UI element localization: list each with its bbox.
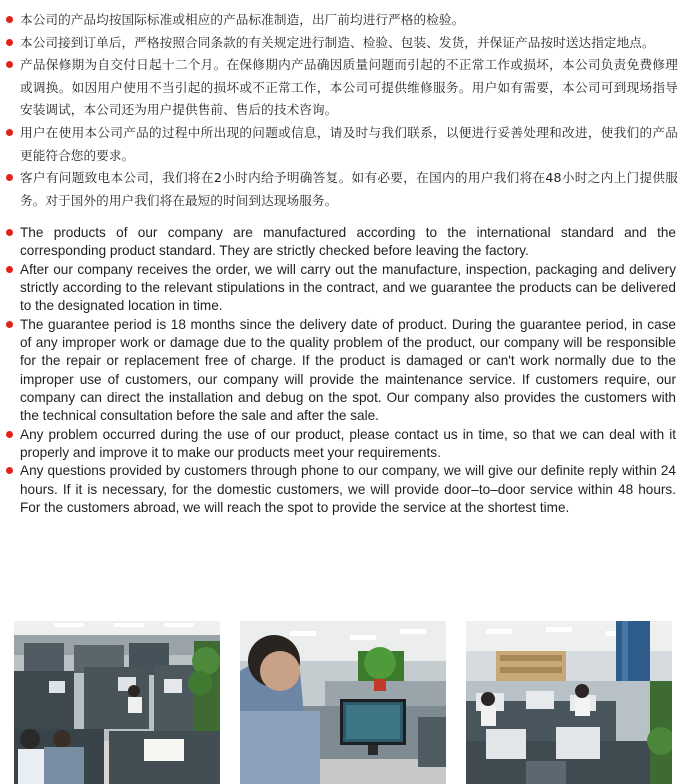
bullet-icon [6,321,13,328]
zh-paragraph-text: 产品保修期为自交付日起十二个月。在保修期内产品确因质量问题而引起的不正常工作或损坏，本公司负责免费修理或调换。如因用户使用不当引起的损坏或不正常工作，本公司可提供维修服务。用户如有需要，本公司可到现场指导安装调试，本公司还为用户提供售前、售后的技术咨询。 [20,57,678,118]
en-paragraph-text: Any problem occurred during the use of our product, please contact us in time, so that we can deal with it properly and improve it to make our products meet your requirements. [20,426,676,461]
zh-paragraph-text: 本公司的产品均按国际标准或相应的产品标准制造，出厂前均进行严格的检验。 [20,12,465,27]
office-photo-engineer [240,621,446,784]
zh-paragraph [6,54,678,122]
en-paragraph-text: The guarantee period is 18 months since the delivery date of product. During the guarantee period, in case of any improper work or damage due to the quality problem of the product, our company will be responsible for the repair or replacement free of charge. If the product is damaged or can't work normally due to the improper use of customers, our company will provide the maintenance service. If customers require, our company can direct the installation and debug on the spot. Our company also provides the customers with the technical consultation before the sale and after the sale. [20,316,676,424]
en-paragraph [6,426,676,463]
en-paragraph-text: Any questions provided by customers through phone to our company, we will give our definite reply within 24 hours. If it is necessary, for the domestic customers, we will provide door–to–door service within 48 hours. For the customers abroad, we will reach the spot to provide the service at the shortest time. [20,463,676,516]
bullet-icon [6,39,13,46]
zh-paragraph [6,167,678,212]
office-photo-open-plan-image [466,621,672,784]
chinese-service-terms [6,9,678,212]
bullet-icon [6,431,13,438]
zh-paragraph-text: 本公司接到订单后，严格按照合同条款的有关规定进行制造、检验、包装、发货，并保证产品按时送达指定地点。 [20,34,655,50]
en-paragraph-text: After our company receives the order, we will carry out the manufacture, inspection, packaging and delivery strictly according to the relevant stipulations in the contract, and we guarantee the products can be delivered to the designated location in time. [20,261,676,314]
zh-paragraph-text: 客户有问题致电本公司，我们将在2小时内给予明确答复。如有必要，在国内的用户我们将在48小时之内上门提供服务。对于国外的用户我们将在最短的时间到达现场服务。 [20,170,678,208]
bullet-icon [6,467,13,474]
en-paragraph-text: The products of our company are manufactured according to the international standard and the corresponding product standard. They are strictly checked before leaving the factory. [20,225,676,259]
en-paragraph [6,316,676,426]
zh-paragraph [6,122,678,167]
office-photo-cubicles [14,621,220,784]
bullet-icon [6,174,13,181]
en-paragraph [6,261,676,316]
en-paragraph [6,462,676,517]
office-photo-open-plan [466,621,672,784]
bullet-icon [6,16,13,23]
zh-paragraph [6,32,678,55]
bullet-icon [6,61,13,68]
english-service-terms [6,224,676,518]
zh-paragraph-text: 用户在使用本公司产品的过程中所出现的问题或信息，请及时与我们联系，以便进行妥善处理和改进，使我们的产品更能符合您的要求。 [20,124,678,163]
bullet-icon [6,266,13,273]
bullet-icon [6,229,13,236]
zh-paragraph [6,9,678,32]
office-photo-engineer-image [240,621,446,784]
office-photo-cubicles-image [14,621,220,784]
en-paragraph [6,224,676,261]
bullet-icon [6,129,13,136]
